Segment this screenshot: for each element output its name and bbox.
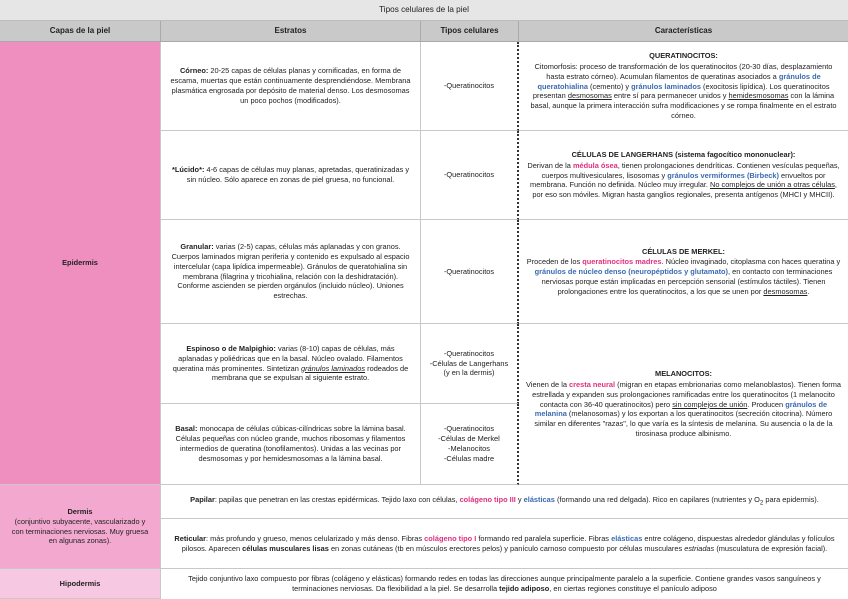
tipo-granular-text: -Queratinocitos xyxy=(443,266,495,276)
layer-dermis xyxy=(0,485,161,569)
hipodermis-t1: Tejido conjuntivo laxo compuesto por fibras (colágeno y elásticas) formando redes en todas las direcciones aunque principalmente paralelo a la superficie. Contiene grandes vasos sanguíneos y terminaciones nerviosas. Da flexibilidad a la piel. Se desarrolla xyxy=(188,574,821,593)
carac-l-u1: No complejos de unión a otras células xyxy=(710,180,835,190)
tipo-basal-4: -Células madre xyxy=(443,453,495,463)
dermis-p-t3: (formando una red delgada). Rico en capilares (nutrientes y O xyxy=(556,495,760,505)
dermis-p-t4: para epidermis). xyxy=(765,495,819,505)
carac-queratinocitos-title: QUERATINOCITOS xyxy=(649,51,716,61)
carac-q-t2: (cemento) y xyxy=(590,81,630,91)
estrato-granular-name: Granular: xyxy=(180,242,214,252)
tipo-lucido xyxy=(421,131,519,220)
layer-epidermis xyxy=(0,42,161,485)
layer-hipodermis-label: Hipodermis xyxy=(59,578,101,588)
carac-q-t4: entre sí para permanecer unidos y xyxy=(613,91,727,101)
carac-langerhans-title: CÉLULAS DE LANGERHANS (sistema fagocítico mononuclear): xyxy=(571,150,796,160)
estrato-espinoso-link: gránulos laminados xyxy=(300,363,366,373)
carac-merkel-title: CÉLULAS DE MERKEL: xyxy=(642,246,725,256)
estrato-lucido-name: *Lúcido*: xyxy=(171,165,205,175)
carac-me-t1: Vienen de la xyxy=(526,380,567,390)
layer-hipodermis xyxy=(0,569,161,599)
tipo-basal-3: -Melanocitos xyxy=(448,444,490,453)
estrato-basal-name: Basal: xyxy=(175,424,198,434)
dermis-r-t5: (musculatura de expresión facial). xyxy=(716,543,828,553)
carac-melanocitos xyxy=(519,324,848,485)
tipo-basal-2: -Células de Merkel xyxy=(438,434,500,444)
carac-m-u1: desmosomas xyxy=(763,286,808,296)
layer-epidermis-label: Epidermis xyxy=(62,258,98,268)
dermis-r-b1: células musculares lisas xyxy=(242,543,329,553)
estrato-corneo-name: Córneo: xyxy=(179,66,209,76)
estrato-granular-text: varias (2-5) capas, células más aplanadas y con granos. Cuerpos laminados migran periferia y contenido es expulsado al espacio intercelular (capa lipídica impermeable). Gránulos de queratohialina sin membrana (filagrina y tricohialina, relación con la deshidratación). Conforme ascienden se pierden orgánulos (incluido núcleo). Uniones estrechas. xyxy=(171,242,410,301)
carac-m-t4: . xyxy=(807,286,810,296)
header-tipos: Tipos celulares xyxy=(421,21,519,42)
dermis-r-t1: : más profundo y grueso, menos celularizado y más denso. Fibras xyxy=(206,533,423,543)
hipodermis-b1: tejido adiposo xyxy=(499,584,550,593)
estrato-corneo-text: 20-25 capas de células planas y cornificadas, en forma de escama, muertas que están continuamente desprendiéndose. Membrana plasmática engrosada por depósito de material denso. Los desmosomas un poco pochos (modificados). xyxy=(170,66,411,105)
carac-q-u1: desmosomas xyxy=(567,91,612,101)
carac-q-t3: (exocitosis lipídica). Los queratinocitos presentan xyxy=(532,81,830,101)
estrato-espinoso-name: Espinoso o de Malpighio: xyxy=(186,343,276,353)
tipo-lucido-text: -Queratinocitos xyxy=(443,170,495,180)
header-caracteristicas: Características xyxy=(519,21,848,42)
carac-q-k1: gránulos de queratohialina xyxy=(537,71,821,91)
tipo-corneo-text: -Queratinocitos xyxy=(443,81,495,91)
carac-q-u2: hemidesmosomas xyxy=(728,91,789,101)
carac-q-k2: gránulos laminados xyxy=(631,81,701,91)
hipodermis-desc xyxy=(161,569,848,599)
tipo-espinoso-2: -Células de Langerhans xyxy=(429,358,509,368)
dermis-p-t2: y xyxy=(517,495,522,505)
dermis-r-t2: formando red paralela superficie. Fibras xyxy=(478,533,610,543)
carac-me-k2: gránulos de melanina xyxy=(534,399,828,419)
estrato-espinoso xyxy=(161,324,421,404)
estrato-basal-text: monocapa de células cúbicas-cilíndricas sobre la lámina basal. Células pequeñas con núcleo grande, muchos ribosomas y filamentos intermedios de queratina (tonofilamentos). Unidas a las vecinas por desmosomas y por hemidesmosomas a la lámina basal. xyxy=(175,424,406,463)
carac-l-k1: médula ósea xyxy=(572,160,618,170)
carac-l-t1: Derivan de la xyxy=(527,160,571,170)
estrato-basal xyxy=(161,404,421,485)
carac-m-k1: queratinocitos madres xyxy=(582,257,662,267)
carac-langerhans xyxy=(519,131,848,220)
carac-l-k2: gránulos vermiformes (Birbeck) xyxy=(667,170,779,180)
dermis-p-k1: colágeno tipo III xyxy=(459,495,516,505)
carac-m-t3: , en contacto con terminaciones nerviosas porque están implicadas en percepción sensorial (estímulos táctiles). Tienen prolongaciones entre los queratinocitos, a los que se unen por xyxy=(541,267,833,296)
dermis-r-k2: elásticas xyxy=(611,533,643,543)
carac-me-t4: (melanosomas) y los exportan a los queratinocitos (secreción citocrina). Número similar en diferentes "razas", lo que varía es la síntesis de melanina. Su ausencia o la de la tirosinasa produce albinismo. xyxy=(534,409,833,438)
carac-l-t2: , tienen prolongaciones dendríticas. Contienen vesículas pequeñas, cuerpos multivesiculares, lisosomas y xyxy=(541,160,840,180)
carac-q-t5: con la lámina basal, aunque la primera interacción sufra modificaciones y se rompa finalmente en el estrato córneo. xyxy=(530,91,837,120)
dermis-p-sub: 2 xyxy=(759,499,764,507)
carac-l-t3: envueltos por membrana. Función no definida. Núcleo muy irregular. xyxy=(530,170,826,190)
estrato-espinoso-text-a: varias (8-10) capas de células, más aplanadas y poliédricas que en la basal. Núcleo ovalado. Filamentos queratina más prominentes. Sintetizan xyxy=(172,343,403,373)
dermis-reticular xyxy=(161,519,848,569)
estrato-corneo xyxy=(161,42,421,131)
carac-q-t1: Citomorfosis: proceso de transformación de los queratinocitos (20-30 días, desplazamiento hasta estrato córneo). Acumulan filamentos de queratinas asociados a xyxy=(534,62,833,81)
hipodermis-t2: , en ciertas regiones constituye el panículo adiposo xyxy=(549,584,717,593)
carac-merkel xyxy=(519,220,848,324)
estrato-lucido-text: 4-6 capas de células muy planas, apretadas, queratinizadas y sin núcleo. Sólo aparece en zonas de piel gruesa, no funcional. xyxy=(186,165,410,184)
header-estratos: Estratos xyxy=(161,21,421,42)
dermis-p-t1: : papilas que penetran en las crestas epidérmicas. Tejido laxo con células, xyxy=(214,495,458,505)
carac-me-u1: sin complejos de unión xyxy=(672,399,748,409)
dermis-reticular-name: Reticular xyxy=(174,533,207,543)
tipo-espinoso-3: (y en la dermis) xyxy=(443,368,495,378)
estrato-espinoso-text-b: rodeados de membrana que se expulsan al siguiente estrato. xyxy=(211,363,409,383)
tipo-espinoso xyxy=(421,324,519,404)
carac-me-t2: (migran en etapas embrionarias como melanoblastos). Tienen forma estrellada y expanden sus prolongaciones ramificadas entre los queratinocitos (1 melanocito contacta con 36-40 queratinocitos) pero xyxy=(532,380,841,409)
carac-m-t1: Proceden de los xyxy=(526,257,581,267)
tipo-corneo xyxy=(421,42,519,131)
estrato-lucido xyxy=(161,131,421,220)
header-capas: Capas de la piel xyxy=(0,21,161,42)
carac-m-k2: gránulos de núcleo denso (neuropéptidos y glutamato) xyxy=(534,267,729,277)
table-title: Tipos celulares de la piel xyxy=(0,0,848,21)
carac-m-t2: . Núcleo invaginado, citoplasma con haces queratina y xyxy=(661,257,841,267)
dermis-r-k1: colágeno tipo I xyxy=(424,533,477,543)
estrato-granular xyxy=(161,220,421,324)
tipo-espinoso-1: -Queratinocitos xyxy=(443,348,495,358)
dermis-papilar xyxy=(161,485,848,519)
layer-dermis-desc: (conjuntivo subyacente, vascularizado y con terminaciones nerviosas. Muy gruesa en algunas zonas). xyxy=(11,516,149,546)
layer-dermis-label: Dermis xyxy=(67,506,93,516)
dermis-p-k2: elásticas xyxy=(523,495,555,505)
tipo-granular xyxy=(421,220,519,324)
carac-melanocitos-title: MELANOCITOS: xyxy=(655,369,712,379)
tipo-basal xyxy=(421,404,519,485)
dermis-r-t4: en zonas cutáneas (tb en músculos erectores pelos) y panículo carnoso compuesto por células musculares xyxy=(330,543,683,553)
tipo-basal-1: -Queratinocitos xyxy=(443,424,495,434)
carac-me-k1: cresta neural xyxy=(569,380,616,390)
dermis-r-t3: entre colágeno, dispuestas alrededor glándulas y folículos pilosos. Aparecen xyxy=(181,533,835,553)
carac-queratinocitos: QUERATINOCITOS: Citomorfosis: proceso de transformación de los queratinocitos (20-30 días, desplazamiento hasta estrato córneo). Acumulan filamentos de queratinas asociados a gránulos de queratohialina (cemento) y gránulos laminados (exocitosis lipídica). Los queratinocitos presentan desmosomas entre sí para permanecer unidos y hemidesmosomas con la lámina basal, aunque la primera interacción sufra modificaciones y se rompa finalmente en el estrato córneo. xyxy=(519,42,848,131)
carac-me-t3: . Producen xyxy=(747,399,784,409)
dermis-r-i1: estriadas xyxy=(684,543,715,553)
carac-l-t4: , por eso son móviles. Migran hasta ganglios regionales, presenta antígenos (MHCI y MHCII). xyxy=(532,180,837,200)
dermis-papilar-name: Papilar xyxy=(190,495,215,505)
